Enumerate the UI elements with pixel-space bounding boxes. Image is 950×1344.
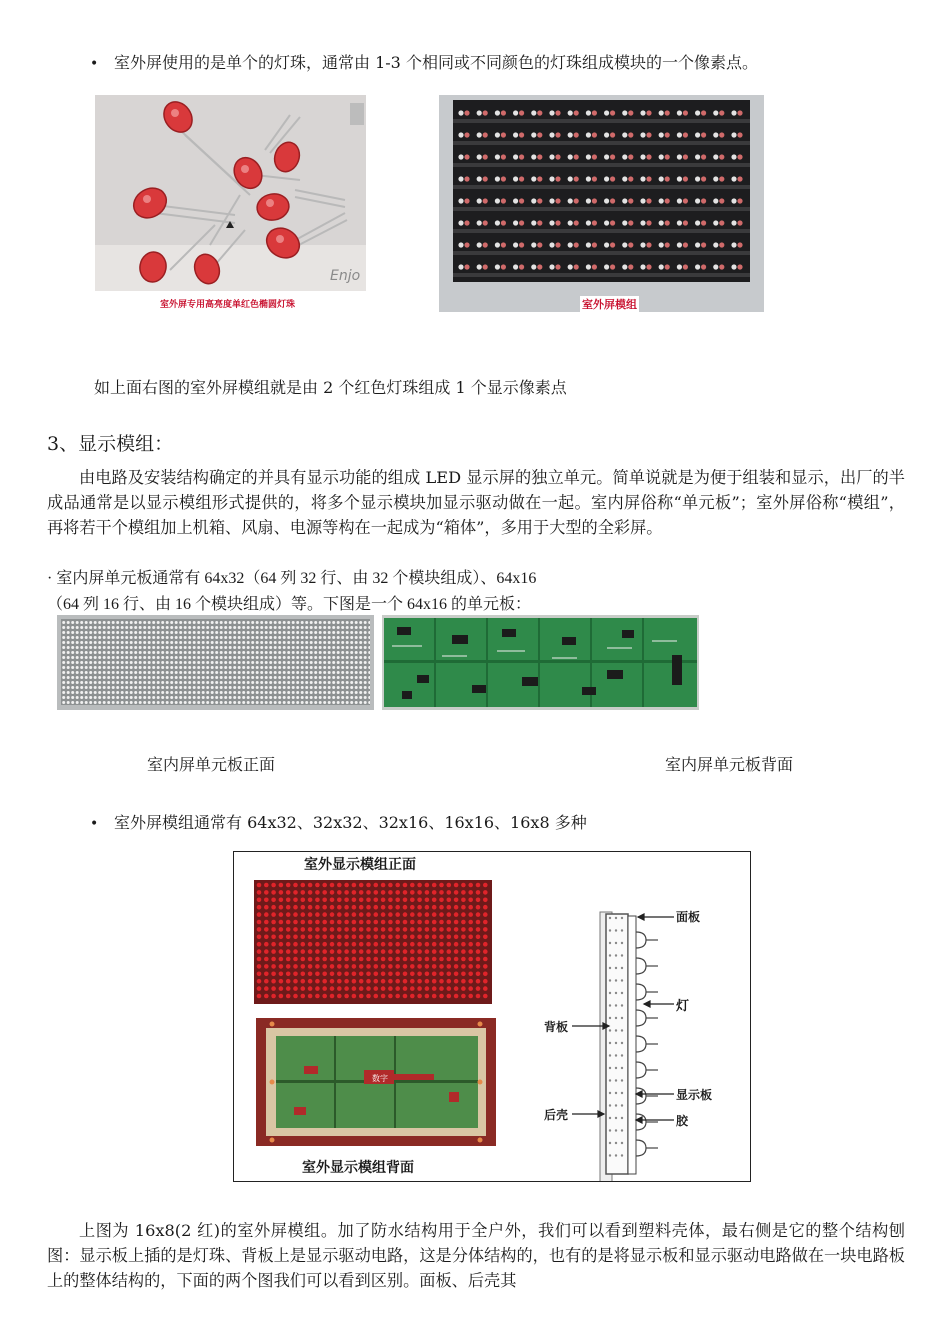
bullet-module-sizes-text: 室外屏模组通常有 64x32、32x32、32x16、16x16、16x8 多种: [114, 813, 587, 832]
bullet-outdoor-led-text: 室外屏使用的是单个的灯珠，通常由 1-3 个相同或不同颜色的灯珠组成模块的一个像素点。: [114, 53, 758, 72]
led-beads-caption: 室外屏专用高亮度单红色椭圆灯珠: [160, 300, 296, 310]
label-glue: 胶: [676, 1114, 689, 1128]
section-heading: 3、显示模组：: [47, 433, 174, 455]
label-backboard: 背板: [544, 1020, 569, 1034]
unit-board-front-photo: [57, 615, 374, 710]
label-rear-shell: 后壳: [544, 1108, 569, 1122]
section-paragraph: 由电路及安装结构确定的并具有显示功能的组成 LED 显示屏的独立单元。简单说就是为便于组装和显示，出厂的半成品通常是以显示模组形式提供的，将多个显示模块加显示驱动做在一起。室内屏俗称“单元板”；室外屏俗称“模组”，再将若干个模组加上机箱、风扇、电源等构在一起成为“箱体”，多用于大型的全彩屏。: [47, 468, 905, 537]
indoor-line-2: （64 列 16 行、由 16 个模块组成）等。下图是一个 64x16 的单元板：: [47, 596, 532, 613]
outdoor-module-caption: 室外屏模组: [582, 298, 637, 311]
unit-board-front-caption: 室内屏单元板正面: [147, 755, 276, 774]
outdoor-module-photo: [439, 95, 764, 312]
unit-board-back-photo: [382, 615, 699, 710]
bullet-dot: •: [90, 816, 99, 832]
board-tag-text: 数字: [372, 1074, 388, 1083]
module-front-title: 室外显示模组正面: [304, 857, 416, 873]
module-back-title: 室外显示模组背面: [302, 1160, 414, 1176]
label-display-board: 显示板: [676, 1088, 713, 1102]
indoor-line-1: · 室内屏单元板通常有 64x32（64 列 32 行、由 32 个模块组成）、64x16: [47, 570, 537, 587]
bottom-paragraph: 上图为 16x8(2 红)的室外屏模组。加了防水结构用于全户外，我们可以看到塑料壳体，最右侧是它的整个结构刨图：显示板上插的是灯珠、背板上是显示驱动电路，这是分体结构的，也有的是将显示板和显示驱动电路做在一块电路板上的整体结构的，下面的两个图我们可以看到区别。面板、后壳其: [47, 1221, 905, 1290]
label-panel: 面板: [676, 910, 701, 924]
module-figure: [233, 851, 751, 1182]
unit-board-back-caption: 室内屏单元板背面: [665, 755, 794, 774]
bullet-dot: •: [90, 56, 99, 72]
watermark-text: Enjo: [330, 268, 361, 284]
label-lamp: 灯: [676, 999, 690, 1014]
note-text: 如上面右图的室外屏模组就是由 2 个红色灯珠组成 1 个显示像素点: [94, 378, 567, 397]
led-beads-photo: [95, 95, 366, 291]
